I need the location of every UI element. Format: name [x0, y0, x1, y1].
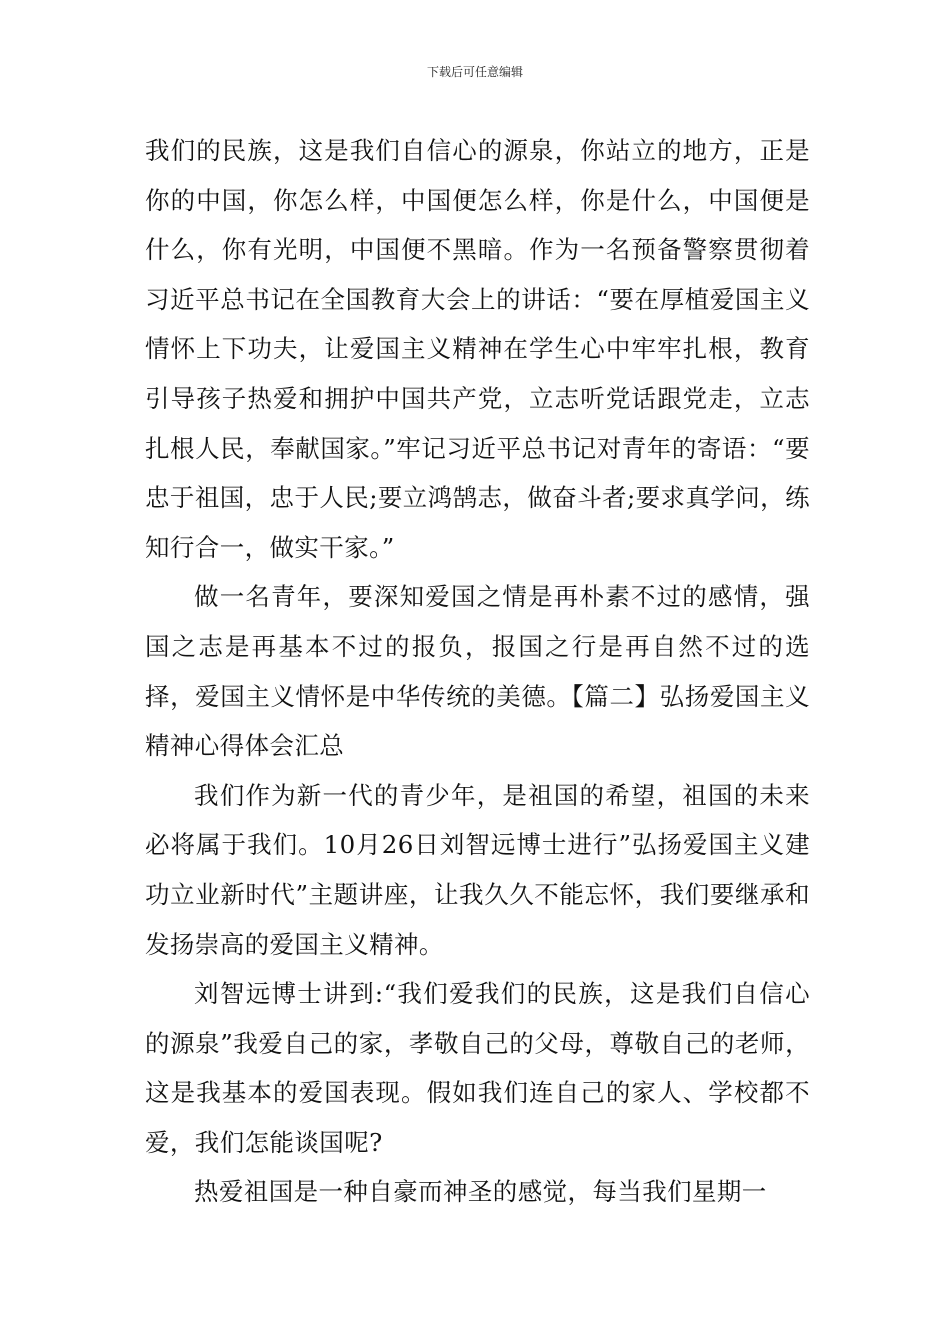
- document-body: [145, 126, 810, 1217]
- paragraph-2: 做一名青年，要深知爱国之情是再朴素不过的感情，强国之志是再基本不过的报负，报国之行是再自然不过的选择，爱国主义情怀是中华传统的美德。【篇二】弘扬爱国主义精神心得体会汇总: [145, 582, 810, 761]
- page-header: 下载后可任意编辑: [426, 65, 523, 79]
- paragraph-5: 热爱祖国是一种自豪而神圣的感觉，每当我们星期一: [194, 1177, 767, 1207]
- paragraph-3: 我们作为新一代的青少年，是祖国的希望，祖国的未来必将属于我们。10月26日刘智远博士进行”弘扬爱国主义建功立业新时代”主题讲座，让我久久不能忘怀，我们要继承和发扬崇高的爱国主义精神。: [145, 780, 810, 959]
- paragraph-1: 我们的民族，这是我们自信心的源泉，你站立的地方，正是你的中国，你怎么样，中国便怎么样，你是什么，中国便是什么，你有光明，中国便不黑暗。作为一名预备警察贯彻着习近平总书记在全国教育大会上的讲话：“要在厚植爱国主义情怀上下功夫，让爱国主义精神在学生心中牢牢扎根，教育引导孩子热爱和拥护中国共产党，立志听党话跟党走，立志扎根人民，奉献国家。”牢记习近平总书记对青年的寄语：“要忠于祖国，忠于人民;要立鸿鹄志，做奋斗者;要求真学问，练知行合一，做实干家。”: [145, 136, 810, 562]
- paragraph-4: 刘智远博士讲到:“我们爱我们的民族，这是我们自信心的源泉”我爱自己的家，孝敬自己的父母，尊敬自己的老师，这是我基本的爱国表现。假如我们连自己的家人、学校都不爱，我们怎能谈国呢?: [145, 979, 810, 1157]
